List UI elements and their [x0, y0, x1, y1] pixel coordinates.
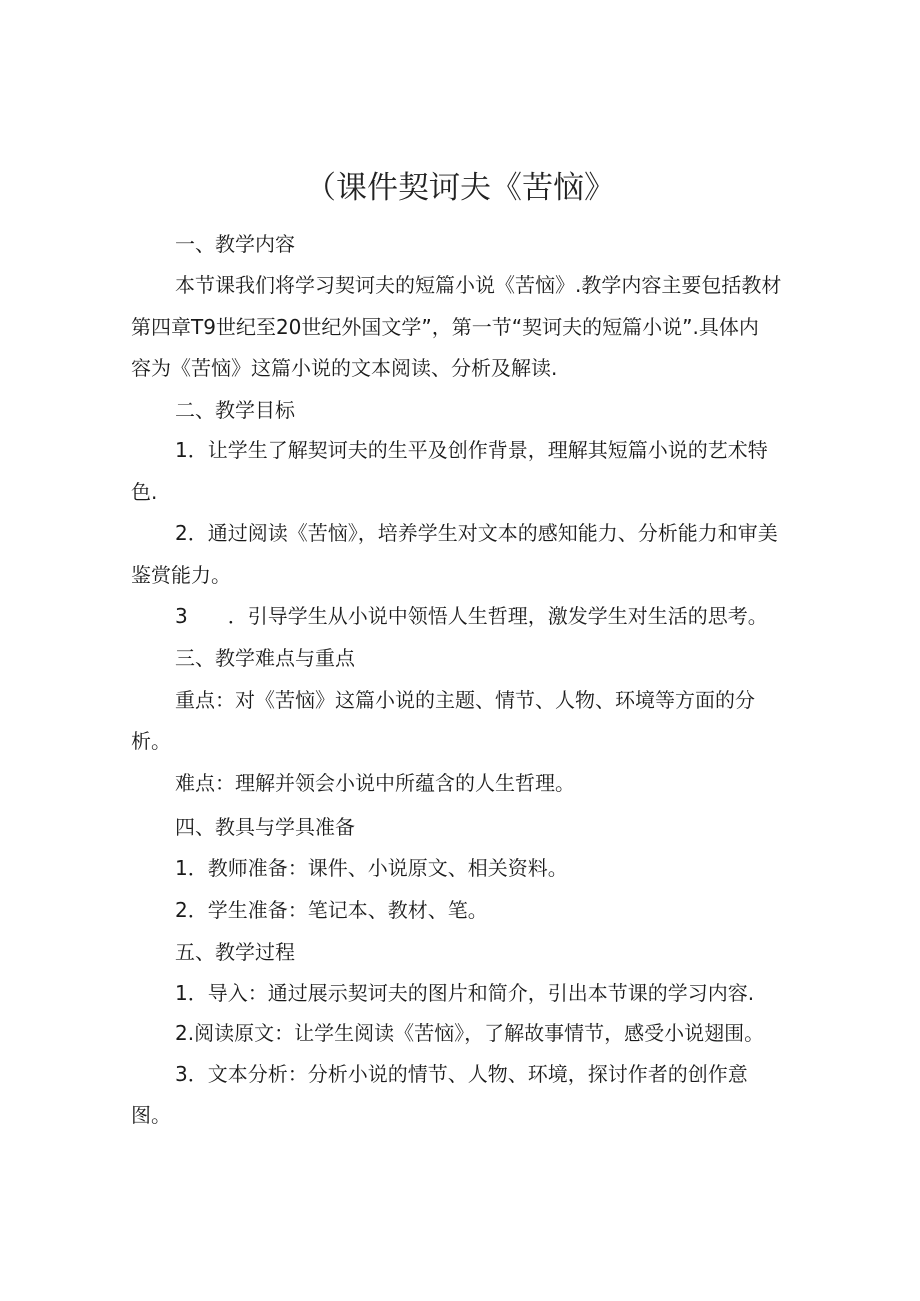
- list-item: 2．通过阅读《苦恼》，培养学生对文本的感知能力、分析能力和审美: [175, 521, 778, 545]
- list-item: 3 ．引导学生从小说中领悟人生哲理，激发学生对生活的思考。: [175, 604, 768, 628]
- list-item: 1．教师准备：课件、小说原文、相关资料。: [175, 856, 568, 880]
- paragraph-line: 本节课我们将学习契诃夫的短篇小说《苦恼》.教学内容主要包括教材: [175, 273, 782, 297]
- list-item-continuation: 鉴赏能力。: [131, 563, 231, 587]
- list-item: 2．学生准备：笔记本、教材、笔。: [175, 898, 488, 922]
- list-item-continuation: 色.: [131, 480, 158, 504]
- section-heading-materials: 四、教具与学具准备: [175, 815, 355, 839]
- list-item: 3．文本分析：分析小说的情节、人物、环境，探讨作者的创作意: [175, 1062, 748, 1086]
- list-item: 2.阅读原文：让学生阅读《苦恼》，了解故事情节，感受小说翅围。: [175, 1021, 765, 1045]
- key-point: 重点：对《苦恼》这篇小说的主题、情节、人物、环境等方面的分: [175, 688, 755, 712]
- paragraph-line: 容为《苦恼》这篇小说的文本阅读、分析及解读.: [131, 356, 558, 380]
- list-item: 1．让学生了解契诃夫的生平及创作背景，理解其短篇小说的艺术特: [175, 438, 768, 462]
- difficult-point: 难点：理解并领会小说中所蕴含的人生哲理。: [175, 771, 575, 795]
- section-heading-content: 一、教学内容: [175, 232, 295, 256]
- list-item: 1．导入：通过展示契诃夫的图片和简介，引出本节课的学习内容.: [175, 981, 755, 1005]
- section-heading-objectives: 二、教学目标: [175, 398, 295, 422]
- key-point-continuation: 析。: [131, 729, 171, 753]
- section-heading-key-points: 三、教学难点与重点: [175, 646, 355, 670]
- paragraph-line: 第四章T9世纪至20世纪外国文学”，第一节“契诃夫的短篇小说”.具体内: [131, 315, 759, 339]
- section-heading-process: 五、教学过程: [175, 940, 295, 964]
- document-title: （课件契诃夫《苦恼》: [305, 170, 615, 206]
- list-item-continuation: 图。: [131, 1103, 171, 1127]
